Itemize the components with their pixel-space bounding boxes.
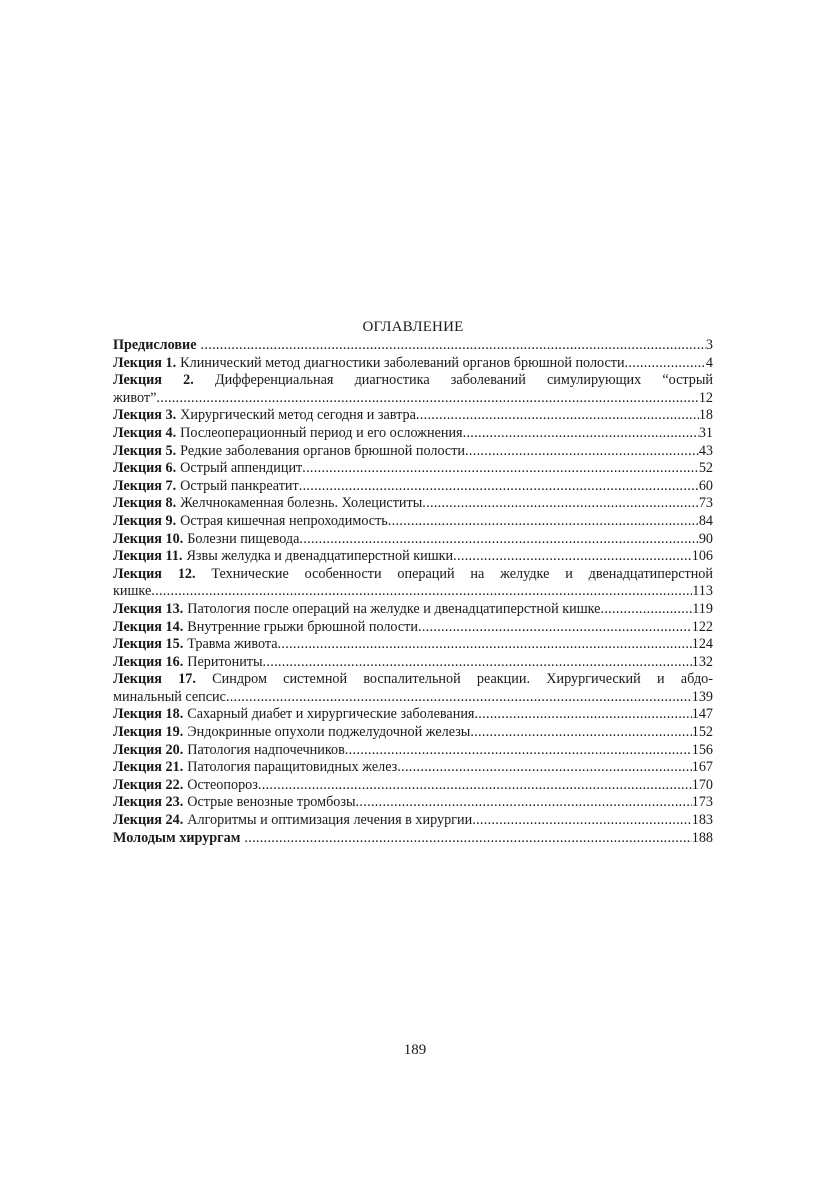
toc-entry[interactable] (113, 812, 713, 830)
toc-entry[interactable] (113, 706, 713, 724)
toc-entry-title: Хирургический метод сегодня и завтра (180, 407, 416, 424)
dot-leader (418, 619, 692, 637)
toc-entry[interactable] (113, 777, 713, 795)
toc-entry-label: Лекция 16. (113, 653, 184, 670)
toc-entry-page: 139 (691, 688, 713, 705)
toc-entry-page: 60 (698, 477, 713, 494)
toc-entry-title: Сахарный диабет и хирургические заболевания (187, 706, 475, 723)
toc-entry[interactable] (113, 372, 713, 407)
toc-entry-label: Лекция 6. (113, 460, 177, 477)
toc-entry-title: Травма живота (187, 636, 278, 653)
toc-entry[interactable] (113, 443, 713, 461)
toc-entry[interactable] (113, 478, 713, 496)
toc-entry[interactable] (113, 794, 713, 812)
toc-entry-title: Патология надпочечников (187, 741, 345, 758)
toc-entry[interactable] (113, 566, 713, 601)
toc-entry-page: 12 (698, 389, 713, 406)
toc-entry[interactable] (113, 355, 713, 373)
dot-leader (356, 794, 692, 812)
dot-leader (226, 689, 692, 707)
table-of-contents (113, 318, 713, 847)
toc-entry-title: Острый аппендицит (180, 460, 303, 477)
toc-entry-page: 156 (691, 741, 713, 758)
toc-entry[interactable] (113, 830, 713, 848)
dot-leader (388, 513, 699, 531)
toc-entry-title: Язвы желудка и двенадцатиперстной кишки (186, 548, 454, 565)
toc-entry-page: 52 (698, 460, 713, 477)
toc-entry[interactable] (113, 513, 713, 531)
toc-entry-page: 31 (698, 424, 713, 441)
toc-entry-title: Остеопороз (187, 776, 258, 793)
toc-entry-page: 147 (691, 706, 713, 723)
toc-entry-label: Лекция 17. (113, 671, 196, 688)
toc-entry-title: Перитониты (187, 653, 263, 670)
dot-leader (463, 425, 699, 443)
toc-entry[interactable] (113, 742, 713, 760)
toc-entry-line (113, 425, 713, 443)
toc-entry-label: Лекция 13. (113, 600, 184, 617)
dot-leader (151, 583, 692, 601)
toc-entry-title: Синдром системной воспалительной реакции. Хирургический и абдо- (212, 671, 713, 688)
toc-entry-line (113, 724, 713, 742)
toc-entry[interactable] (113, 654, 713, 672)
toc-entry-label: Лекция 7. (113, 477, 177, 494)
toc-entry-title: Послеоперационный период и его осложнения (180, 424, 463, 441)
toc-entry-line (113, 513, 713, 531)
toc-entry-page: 43 (698, 442, 713, 459)
dot-leader (472, 812, 692, 830)
toc-entry-line (113, 759, 713, 777)
toc-entry-page: 84 (698, 512, 713, 529)
toc-entry-label: Лекция 8. (113, 495, 177, 512)
toc-entry-line (113, 742, 713, 760)
dot-leader (299, 478, 699, 496)
toc-entry-title: Редкие заболевания органов брюшной полости (180, 442, 466, 459)
toc-entry-page: 173 (691, 794, 713, 811)
dot-leader (465, 443, 699, 461)
toc-entry[interactable] (113, 601, 713, 619)
toc-entry-line (113, 601, 713, 619)
dot-leader (278, 636, 692, 654)
toc-entry-title: Патология после операций на желудке и двенадцатиперстной кишке (187, 600, 601, 617)
toc-entry-line (113, 619, 713, 637)
toc-entry-label: Лекция 3. (113, 407, 177, 424)
toc-entry-page: 183 (691, 812, 713, 829)
toc-entry-label: Лекция 19. (113, 724, 184, 741)
toc-entry-label: Лекция 24. (113, 812, 184, 829)
toc-entry-page: 119 (692, 600, 713, 617)
toc-entry-line (113, 548, 713, 566)
toc-entry-label: Лекция 20. (113, 741, 184, 758)
toc-entry-page: 152 (691, 724, 713, 741)
toc-entry-label: Лекция 4. (113, 424, 177, 441)
toc-entry-line (113, 812, 713, 830)
toc-entry-title: Клинический метод диагностики заболеваний органов брюшной полости (180, 354, 625, 371)
dot-leader (600, 601, 692, 619)
toc-entry[interactable] (113, 460, 713, 478)
toc-entry-title-continued: минальный сепсис (113, 688, 226, 705)
toc-entry-title: Патология паращитовидных желез (187, 759, 398, 776)
toc-entry-label: Лекция 10. (113, 530, 184, 547)
dot-leader (299, 531, 698, 549)
dot-leader (156, 390, 698, 408)
toc-entry[interactable] (113, 407, 713, 425)
toc-entry-title: Эндокринные опухоли поджелудочной железы (187, 724, 471, 741)
toc-entry[interactable] (113, 759, 713, 777)
toc-entry-line (113, 671, 713, 689)
toc-entry-line (113, 777, 713, 795)
dot-leader (453, 548, 692, 566)
toc-entry-page: 4 (705, 354, 713, 371)
toc-entry-label: Лекция 18. (113, 706, 184, 723)
toc-entry-title-continued: живот” (113, 389, 157, 406)
toc-entry-line (113, 706, 713, 724)
dot-leader (263, 654, 692, 672)
toc-entry-page: 167 (691, 759, 713, 776)
toc-entries (113, 337, 713, 847)
toc-entry-label: Лекция 22. (113, 776, 184, 793)
toc-entry-title: Острая кишечная непроходимость (180, 512, 388, 529)
toc-entry-line (113, 337, 713, 355)
toc-entry-label: Лекция 11. (113, 548, 183, 565)
dot-leader (422, 495, 699, 513)
toc-entry[interactable] (113, 619, 713, 637)
toc-entry[interactable] (113, 495, 713, 513)
dot-leader (474, 706, 691, 724)
dot-leader (258, 777, 692, 795)
dot-leader (470, 724, 691, 742)
toc-entry-title: Технические особенности операций на желудке и двенадцатиперстной (211, 565, 713, 582)
toc-entry[interactable] (113, 337, 713, 355)
toc-heading: ОГЛАВЛЕНИЕ (362, 319, 464, 335)
toc-entry-line (113, 689, 713, 707)
toc-entry-title: Острый панкреатит (180, 477, 299, 494)
toc-entry-page: 18 (698, 407, 713, 424)
dot-leader (302, 460, 699, 478)
toc-entry-line (113, 830, 713, 848)
toc-entry-title-continued: кишке (113, 583, 152, 600)
toc-entry-page: 73 (698, 495, 713, 512)
toc-entry-title: Алгоритмы и оптимизация лечения в хирургии (187, 812, 473, 829)
toc-entry-page: 90 (698, 530, 713, 547)
toc-entry-page: 132 (691, 653, 713, 670)
toc-entry-line (113, 654, 713, 672)
toc-entry-line (113, 636, 713, 654)
toc-entry-line (113, 372, 713, 390)
toc-entry[interactable] (113, 548, 713, 566)
toc-entry-label: Лекция 1. (113, 354, 177, 371)
toc-entry[interactable] (113, 636, 713, 654)
toc-entry[interactable] (113, 531, 713, 549)
toc-entry-line (113, 443, 713, 461)
dot-leader (345, 742, 692, 760)
toc-entry-line (113, 460, 713, 478)
toc-entry-title: Дифференциальная диагностика заболеваний симулирующих “острый (214, 372, 713, 389)
toc-entry-label: Лекция 2. (113, 372, 194, 389)
toc-entry-title: Болезни пищевода (187, 530, 300, 547)
toc-entry[interactable] (113, 671, 713, 706)
toc-entry-label: Лекция 14. (113, 618, 184, 635)
toc-entry-line (113, 478, 713, 496)
toc-entry-label: Лекция 21. (113, 759, 184, 776)
dot-leader (416, 407, 699, 425)
page-number: 189 (403, 1042, 427, 1058)
toc-entry[interactable] (113, 724, 713, 742)
toc-entry-title: Желчнокаменная болезнь. Холециститы (180, 495, 423, 512)
toc-entry-page: 188 (691, 829, 713, 846)
toc-entry-label: Лекция 5. (113, 442, 177, 459)
toc-entry-page: 122 (691, 618, 713, 635)
toc-entry-line (113, 355, 713, 373)
dot-leader (244, 830, 691, 848)
toc-entry-line (113, 390, 713, 408)
toc-entry-page: 106 (691, 548, 713, 565)
dot-leader (397, 759, 691, 777)
toc-entry-label: Предисловие (113, 337, 197, 353)
dot-leader (201, 337, 706, 355)
toc-entry-label: Лекция 15. (113, 636, 184, 653)
toc-entry-label: Лекция 23. (113, 794, 184, 811)
toc-entry-label: Молодым хирургам (113, 829, 241, 846)
toc-entry-line (113, 566, 713, 584)
toc-entry[interactable] (113, 425, 713, 443)
toc-entry-line (113, 794, 713, 812)
toc-entry-page: 3 (705, 337, 713, 353)
toc-entry-line (113, 495, 713, 513)
toc-entry-title: Внутренние грыжи брюшной полости (187, 618, 418, 635)
toc-entry-page: 170 (691, 776, 713, 793)
toc-entry-page: 113 (692, 583, 713, 600)
toc-entry-label: Лекция 9. (113, 512, 177, 529)
dot-leader (625, 355, 706, 373)
toc-entry-page: 124 (691, 636, 713, 653)
toc-entry-line (113, 407, 713, 425)
toc-entry-title: Острые венозные тромбозы (187, 794, 356, 811)
toc-entry-label: Лекция 12. (113, 565, 196, 582)
toc-entry-line (113, 531, 713, 549)
toc-entry-line (113, 583, 713, 601)
